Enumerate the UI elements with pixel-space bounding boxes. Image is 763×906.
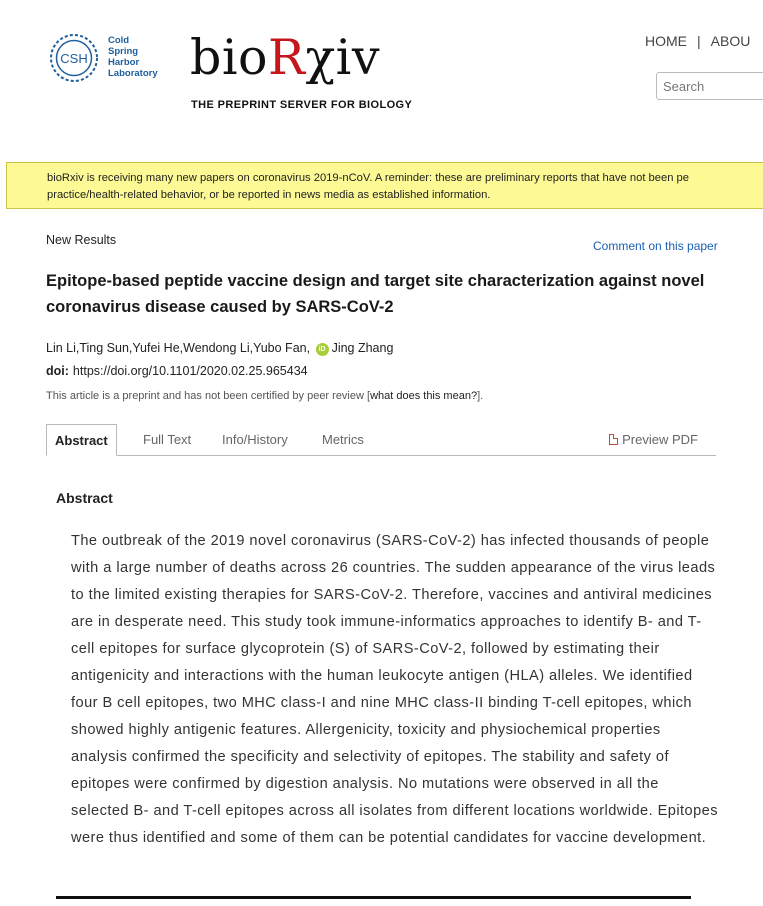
preview-pdf-label: Preview PDF [622,432,698,447]
csh-logo-text [108,35,158,79]
authors-text[interactable]: Lin Li,Ting Sun,Yufei He,Wendong Li,Yubo Fan, [46,341,311,355]
preprint-note-end: ]. [477,390,484,402]
preprint-disclaimer [46,390,483,402]
csh-logo[interactable] [48,32,168,88]
divider [56,896,691,899]
doi-label: doi: [46,364,69,378]
brand-r: R [268,29,306,86]
csh-logo-icon [48,32,100,84]
orcid-icon[interactable]: iD [316,343,329,356]
banner-line-2: practice/health-related behavior, or be reported in news media as established information. [47,189,491,201]
nav-home[interactable]: HOME [645,33,687,49]
doi-link[interactable]: https://doi.org/10.1101/2020.02.25.965434 [72,364,308,378]
brand-prefix: bio [190,29,269,86]
tagline: THE PREPRINT SERVER FOR BIOLOGY [191,99,413,111]
article-title: Epitope-based peptide vaccine design and target site characterization against novel coronavirus disease caused by SARS-CoV-2 [46,272,705,316]
csh-line: Harbor [108,57,140,68]
tab-metrics[interactable]: Metrics [322,432,364,447]
abstract-heading: Abstract [56,490,113,506]
preview-pdf-link[interactable] [609,424,698,455]
pdf-icon [609,434,618,445]
author-last[interactable]: Jing Zhang [331,341,394,355]
top-nav [645,33,750,49]
article-tabs [46,424,716,456]
brand-suffix: χiv [305,29,380,86]
search-input[interactable] [656,72,763,100]
author-list [46,341,393,356]
nav-about[interactable]: ABOU [710,33,751,49]
csh-line: Spring [108,46,139,57]
nav-separator: | [697,33,701,49]
csh-line: Cold [108,35,130,46]
tab-info-history[interactable]: Info/History [222,432,288,447]
tab-abstract[interactable]: Abstract [46,424,117,456]
preprint-note-text: This article is a preprint and has not been certified by peer review [ [46,390,371,402]
abstract-body: The outbreak of the 2019 novel coronavirus (SARS-CoV-2) has infected thousands of people with a large number of deaths across 26 countries. The sudden appearance of the virus leads to the limited existing therapies for SARS-CoV-2. Therefore, vaccines and antiviral medicines are in desperate need. This study took immune-informatics approaches to identify B- and T-cell epitopes for surface glycoprotein (S) of SARS-CoV-2, followed by estimating their antigenicity and interactions with the human leukocyte antigen (HLA) alleles. We identified four B cell epitopes, two MHC class-I and nine MHC class-II binding T-cell epitopes, which showed highly antigenic features. Allergenicity, toxicity and physiochemical properties analysis confirmed the specificity and selectivity of epitopes. The stability and safety of epitopes were confirmed by digestion analysis. No mutations were observed in all the selected B- and T-cell epitopes across all isolates from different locations worldwide. Epitopes were thus identified and some of them can be potential candidates for vaccine development. [71,533,718,846]
comment-on-paper-link[interactable]: Comment on this paper [593,239,718,253]
article-section-label: New Results [46,233,117,247]
coronavirus-notice-banner [6,162,763,209]
what-does-this-mean-link[interactable]: what does this mean? [370,390,478,402]
doi-line [46,364,308,378]
csh-monogram: CSH [60,51,88,66]
tab-full-text[interactable]: Full Text [143,432,192,447]
banner-line-1: bioRxiv is receiving many new papers on coronavirus 2019-nCoV. A reminder: these are preliminary reports that have not been pe [47,172,689,184]
csh-line: Laboratory [108,68,158,79]
biorxiv-logo[interactable] [190,30,380,86]
